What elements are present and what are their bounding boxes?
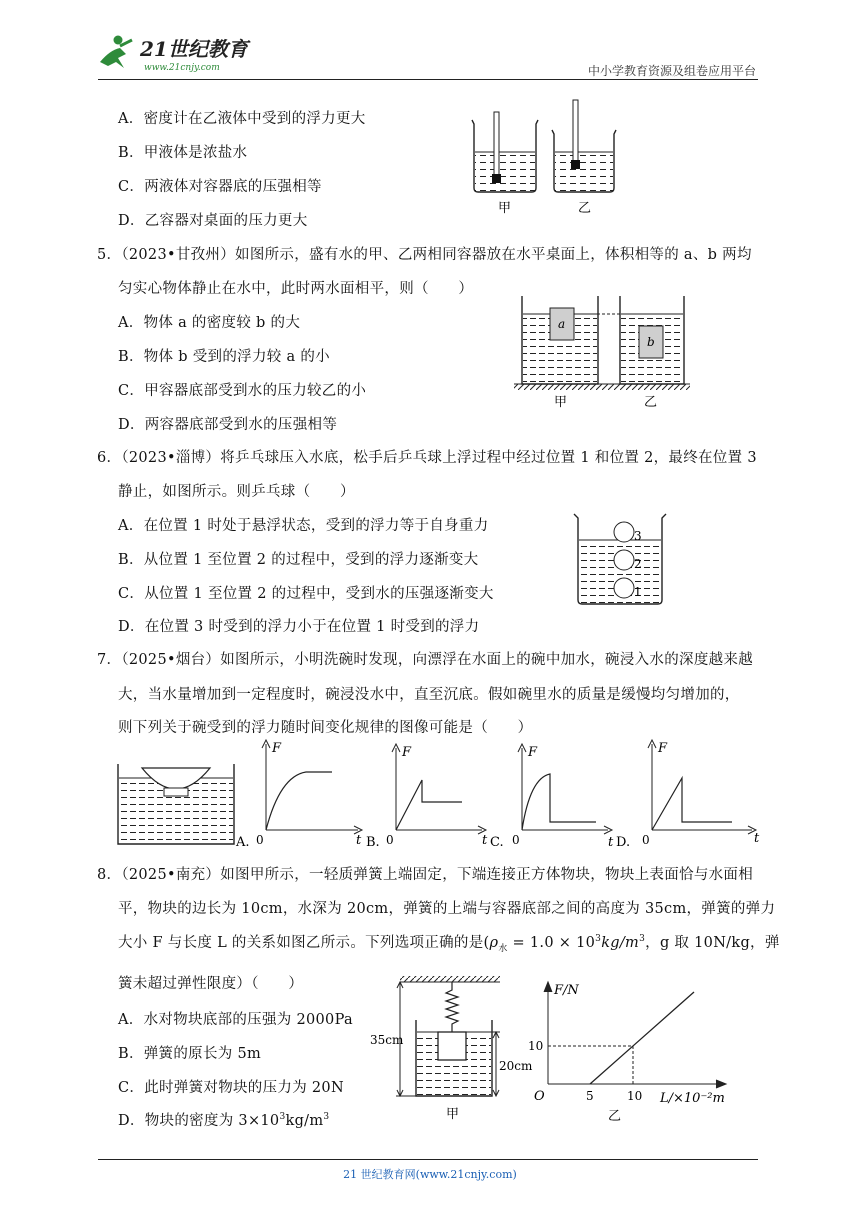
q7-graph-c [512, 744, 614, 850]
q7-stem-line2: 大，当水量增加到一定程度时，碗浸没水中，直至沉底。假如碗里水的质量是缓慢均匀增加的， [118, 687, 740, 703]
q8-option-d: D．物块的密度为 $3\times 10^3kg/m^3$ [118, 1112, 330, 1129]
q7-graph-d-t: t [754, 831, 760, 846]
q8-dim-35cm: 35cm [370, 1033, 404, 1047]
q5-option-b: B．物体 b 受到的浮力较 a 的小 [118, 349, 330, 365]
q8-option-b: B．弹簧的原长为 5m [118, 1046, 262, 1062]
q7-graph-c-F: F [528, 745, 538, 760]
q6-stem-line2: 静止，如图所示。则乒乓球（ ） [118, 484, 355, 500]
q7-option-a-label: A. [236, 835, 250, 850]
q5-stem-line1: 5．（2023•甘孜州）如图所示，盛有水的甲、乙两相同容器放在水平桌面上，体积相等的 a、b 两均 [97, 247, 752, 263]
q7-graph-b-t: t [482, 833, 488, 848]
q8-graph-F-vs-L [528, 980, 748, 1126]
q7-graph-d [642, 740, 760, 847]
q8-graph-ylabel: F/N [554, 983, 579, 998]
q6-option-b: B．从位置 1 至位置 2 的过程中，受到的浮力逐渐变大 [118, 552, 479, 568]
q5-object-a-label: a [558, 317, 566, 331]
q8-graph-x5: 5 [586, 1089, 594, 1103]
q8-stem-line4: 簧未超过弹性限度）（ ） [118, 976, 304, 992]
logo-url: www.21cnjy.com [144, 63, 220, 73]
q7-option-d-label: D. [616, 835, 631, 850]
q7-graph-c-t: t [608, 835, 614, 850]
q8-stem-line3: 大小 F 与长度 L 的关系如图乙所示。下列选项正确的是($\rho_水 = 1.0 \times 10^3kg/m^3$，g 取 10N/kg，弹 [118, 934, 780, 954]
q4-option-c: C．两液体对容器底的压强相等 [118, 179, 322, 195]
q7-graph-b-zero: 0 [386, 833, 394, 847]
q7-option-b-label: B. [366, 835, 380, 850]
q6-position-3: 3 [634, 529, 642, 543]
q8-label-jia: 甲 [446, 1107, 460, 1122]
q5-stem-line2: 匀实心物体静止在水中，此时两水面相平，则（ ） [118, 281, 474, 297]
logo-text: 21世纪教育 [140, 37, 248, 61]
q5-option-d: D．两容器底部受到水的压强相等 [118, 417, 338, 433]
runner-logo-icon [100, 36, 132, 69]
q7-graph-d-zero: 0 [642, 833, 650, 847]
q5-option-a: A．物体 a 的密度较 b 的大 [118, 315, 301, 331]
q4-option-a: A．密度计在乙液体中受到的浮力更大 [118, 111, 366, 127]
q8-option-a: A．水对物块底部的压强为 2000Pa [118, 1012, 353, 1028]
q6-option-d: D．在位置 3 时受到的浮力小于在位置 1 时受到的浮力 [118, 619, 480, 635]
header-platform-title: 中小学教育资源及组卷应用平台 [587, 64, 756, 78]
q6-position-2: 2 [634, 557, 642, 571]
q7-option-c-label: C. [490, 835, 504, 850]
q4-figure-hydrometers [460, 96, 630, 220]
header-logo [96, 32, 266, 76]
q7-stem-line1: 7．（2025•烟台）如图所示，小明洗碗时发现，向漂浮在水面上的碗中加水，碗浸入水的深度越来越 [97, 652, 754, 668]
q8-dim-20cm: 20cm [499, 1059, 533, 1073]
q8-figure-spring-block [370, 972, 533, 1124]
q7-graph-a [256, 740, 362, 848]
q4-option-b: B．甲液体是浓盐水 [118, 145, 248, 161]
header-divider [98, 79, 758, 80]
q7-graph-b [386, 744, 488, 848]
q8-stem-line1: 8．（2025•南充）如图甲所示，一轻质弹簧上端固定，下端连接正方体物块，物块上表面恰与水面相 [97, 867, 754, 883]
q8-graph-xlabel: L/×10⁻²m [660, 1091, 725, 1106]
q6-figure-pingpong [572, 508, 672, 608]
q4-label-jia: 甲 [498, 201, 512, 216]
q4-label-yi: 乙 [578, 201, 592, 216]
q5-figure-containers [512, 294, 692, 412]
q8-label-yi: 乙 [608, 1109, 622, 1124]
q4-option-d: D．乙容器对桌面的压力更大 [118, 213, 308, 229]
q5-label-jia: 甲 [554, 395, 568, 410]
q5-option-c: C．甲容器底部受到水的压力较乙的小 [118, 383, 367, 399]
q5-label-yi: 乙 [644, 395, 658, 410]
q7-graph-a-zero: 0 [256, 833, 264, 847]
q5-object-b-label: b [647, 335, 655, 349]
q8-graph-x10: 10 [627, 1089, 643, 1103]
q7-graph-a-F: F [272, 741, 282, 756]
q6-option-c: C．从位置 1 至位置 2 的过程中，受到水的压强逐渐变大 [118, 586, 494, 602]
q6-option-a: A．在位置 1 时处于悬浮状态，受到的浮力等于自身重力 [118, 518, 489, 534]
q7-figure-bowl-and-graphs [112, 738, 772, 850]
q8-graph-origin: O [534, 1089, 545, 1104]
q8-graph-y10: 10 [528, 1039, 544, 1053]
q6-stem-line1: 6．（2023•淄博）将乒乓球压入水底，松手后乒乓球上浮过程中经过位置 1 和位置 2，最终在位置 3 [97, 450, 757, 466]
q8-option-c: C．此时弹簧对物块的压力为 20N [118, 1080, 344, 1096]
q7-graph-c-zero: 0 [512, 833, 520, 847]
footer-divider [98, 1159, 758, 1160]
q6-position-1: 1 [634, 585, 642, 599]
footer-link[interactable]: 21 世纪教育网(www.21cnjy.com) [343, 1168, 517, 1181]
q8-stem-line2: 平，物块的边长为 10cm，水深为 20cm，弹簧的上端与容器底部之间的高度为 35cm，弹簧的弹力 [118, 901, 776, 917]
q7-graph-d-F: F [658, 741, 668, 756]
q7-graph-b-F: F [402, 745, 412, 760]
q7-graph-a-t: t [356, 833, 362, 848]
q7-stem-line3: 则下列关于碗受到的浮力随时间变化规律的图像可能是（ ） [118, 720, 533, 736]
